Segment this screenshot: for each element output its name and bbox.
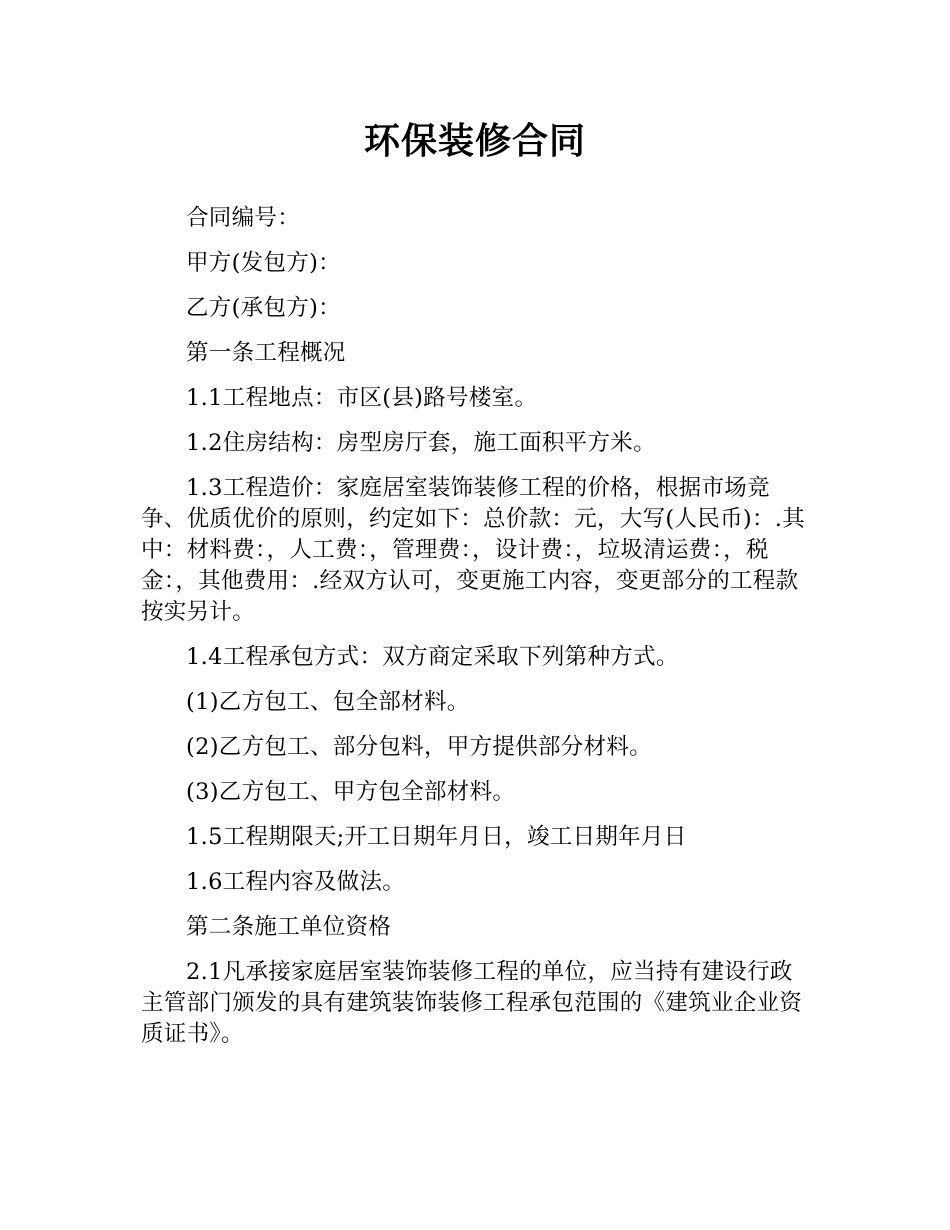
document-title: 环保装修合同 xyxy=(363,121,586,162)
option-1: (1)乙方包工、包全部材料。 xyxy=(186,689,470,715)
party-a: 甲方(发包方)： xyxy=(186,250,341,276)
clause-1-3: 1.3工程造价：家庭居室装饰装修工程的价格，根据市场竞争、优质优价的原则，约定如下：总价款：元，大写(人民币)：.其中：材料费：，人工费：，管理费：，设计费：，垃圾清运费：，税金：，其他费用：.经双方认可，变更施工内容，变更部分的工程款按实另计。 xyxy=(141,475,806,625)
option-3: (3)乙方包工、甲方包全部材料。 xyxy=(186,779,516,805)
article-1-heading: 第一条工程概况 xyxy=(186,340,346,366)
clause-1-5: 1.5工程期限天;开工日期年月日，竣工日期年月日 xyxy=(186,824,687,850)
article-2-heading: 第二条施工单位资格 xyxy=(186,914,392,940)
clause-2-1: 2.1凡承接家庭居室装饰装修工程的单位，应当持有建设行政主管部门颁发的具有建筑装饰装修工程承包范围的《建筑业企业资质证书》。 xyxy=(141,959,803,1047)
document-body xyxy=(141,203,813,1064)
party-b: 乙方(承包方)： xyxy=(186,295,341,321)
clause-1-4: 1.4工程承包方式：双方商定采取下列第种方式。 xyxy=(186,644,679,670)
clause-1-1: 1.1工程地点：市区(县)路号楼室。 xyxy=(186,385,538,411)
contract-number: 合同编号： xyxy=(186,205,301,231)
clause-1-2: 1.2住房结构：房型房厅套，施工面积平方米。 xyxy=(186,430,656,456)
clause-1-6: 1.6工程内容及做法。 xyxy=(186,869,406,895)
option-2: (2)乙方包工、部分包料，甲方提供部分材料。 xyxy=(186,734,652,760)
